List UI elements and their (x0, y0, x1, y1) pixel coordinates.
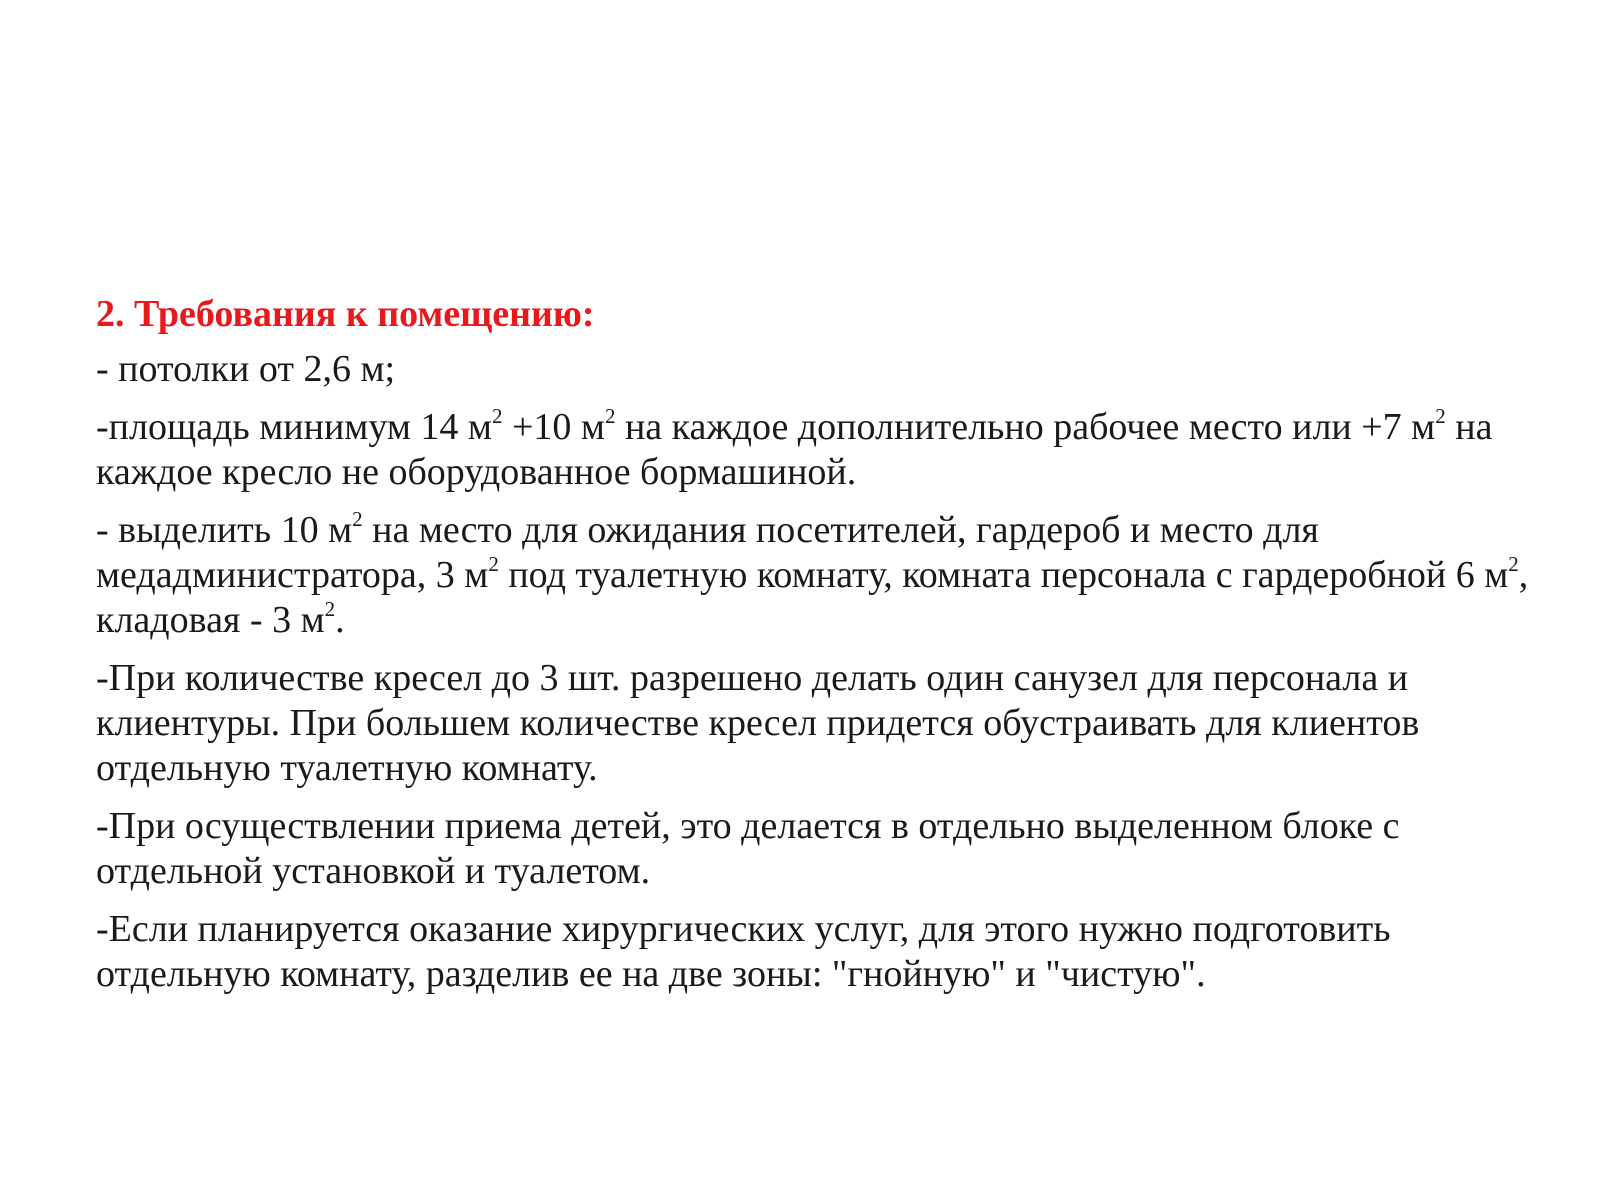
requirement-paragraph (96, 907, 1536, 997)
text-segment: - выделить 10 м (96, 509, 353, 551)
text-segment: -При количестве кресел до 3 шт. разрешено делать один санузел для персонала и клиентуры. При большем количестве кресел придется обустраивать для клиентов отдельную туалетную комнату. (96, 657, 1420, 789)
superscript-exponent: 2 (491, 404, 503, 428)
requirement-paragraph (96, 508, 1536, 643)
superscript-exponent: 2 (352, 507, 363, 531)
text-segment: - потолки от 2,6 м; (96, 348, 396, 390)
requirement-paragraph (96, 405, 1536, 495)
text-segment: на каждое кресло не оборудованное бормашиной. (96, 406, 1493, 493)
superscript-exponent: 2 (1508, 552, 1519, 576)
superscript-exponent: 2 (324, 597, 336, 621)
superscript-exponent: 2 (488, 552, 499, 576)
text-segment: -площадь минимум 14 м (96, 406, 492, 448)
slide-body (96, 291, 1536, 1010)
requirements-list (96, 347, 1536, 997)
superscript-exponent: 2 (1435, 404, 1446, 428)
requirement-paragraph (96, 347, 1536, 392)
requirement-paragraph (96, 804, 1536, 894)
text-segment: на каждое дополнительно рабочее место или +7 м (615, 406, 1436, 448)
section-heading: 2. Требования к помещению: (96, 293, 595, 335)
text-segment: -Если планируется оказание хирургических услуг, для этого нужно подготовить отдельную комнату, разделив ее на две зоны: "гнойную" и "чистую". (96, 908, 1391, 995)
text-segment: . (335, 599, 345, 641)
text-segment: -При осуществлении приема детей, это делается в отдельно выделенном блоке с отдельной установкой и туалетом. (96, 805, 1400, 892)
text-segment: на место для ожидания посетителей, гардероб и место для медадминистратора, 3 м (96, 509, 1319, 596)
text-segment: +10 м (502, 406, 605, 448)
superscript-exponent: 2 (604, 404, 616, 428)
text-segment: , кладовая - 3 м (96, 554, 1529, 641)
text-segment: под туалетную комнату, комната персонала с гардеробной 6 м (498, 554, 1509, 596)
requirement-paragraph (96, 656, 1536, 791)
